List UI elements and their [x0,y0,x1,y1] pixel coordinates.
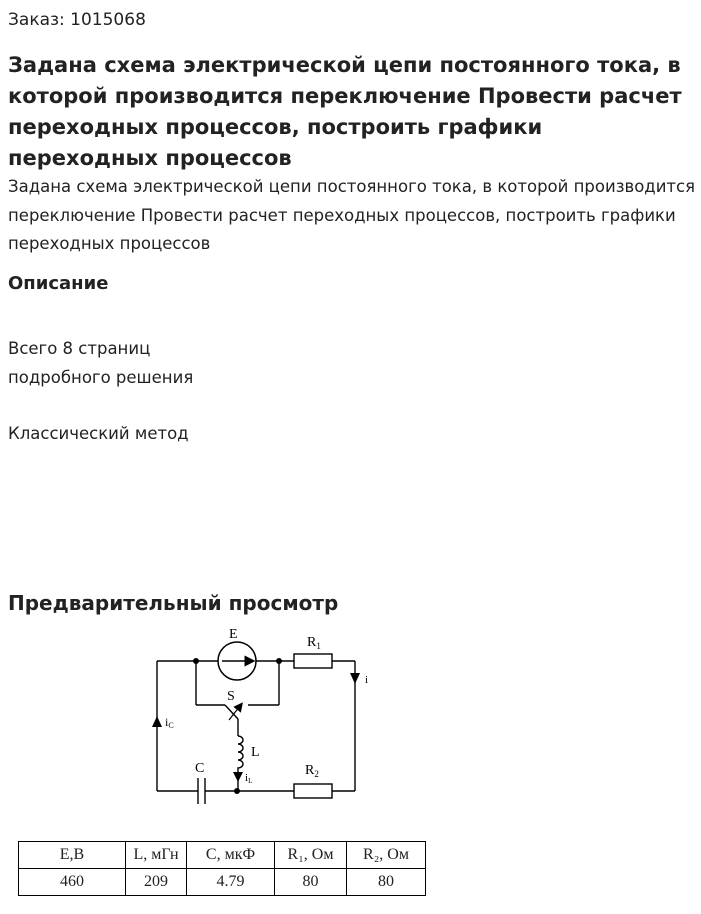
inductor-l [238,736,243,791]
junction-dot [276,658,282,664]
circuit-diagram [130,620,390,810]
current-arrow-il [233,772,243,782]
label-ic: iC [165,715,174,730]
value-cell: 209 [126,869,187,896]
value-cell: 460 [19,869,126,896]
label-i: i [365,674,369,686]
description-details [8,335,193,392]
label-c: C [195,761,205,776]
page-title: Задана схема электрической цепи постоянного тока, в которой производится переключение Провести расчет переходных процессов, построить графики переходных процессов [8,53,682,170]
preview-heading: Предварительный просмотр [8,591,339,615]
value-cell: 80 [275,869,347,896]
label-s: S [227,689,235,704]
label-il: iL [245,772,253,785]
switch-arrow [229,706,240,720]
table-header-row [19,842,426,869]
junction-dot [193,658,199,664]
resistor-r1 [294,654,332,668]
table-row [19,869,426,896]
description-heading: Описание [8,273,109,294]
parameters-table [18,841,426,896]
value-cell: 80 [347,869,426,896]
header-cell: E,B [19,842,126,869]
label-l: L [251,745,260,760]
header-cell: R₁, Ом [275,842,347,869]
current-arrow-i [350,673,360,684]
order-number: Заказ: 1015068 [8,10,146,30]
solution-detail-text: подробного решения [8,367,194,387]
value-cell: 4.79 [187,869,275,896]
method-text: Классический метод [8,424,189,443]
label-r1: $R_1$ [307,635,321,651]
junction-dot [234,788,240,794]
label-r2: $R_2$ [305,763,319,779]
pages-count-text: Всего 8 страниц [8,339,151,358]
current-arrow-ic [152,716,162,727]
header-cell: C, мкФ [187,842,275,869]
header-cell: L, мГн [126,842,187,869]
resistor-r2 [294,784,332,798]
label-e: E [229,627,238,642]
description-text: Задана схема электрической цепи постоянного тока, в которой производится переключение Провести расчет переходных процессов, построить графики переходных процессов [8,177,696,253]
header-cell: R₂, Ом [347,842,426,869]
